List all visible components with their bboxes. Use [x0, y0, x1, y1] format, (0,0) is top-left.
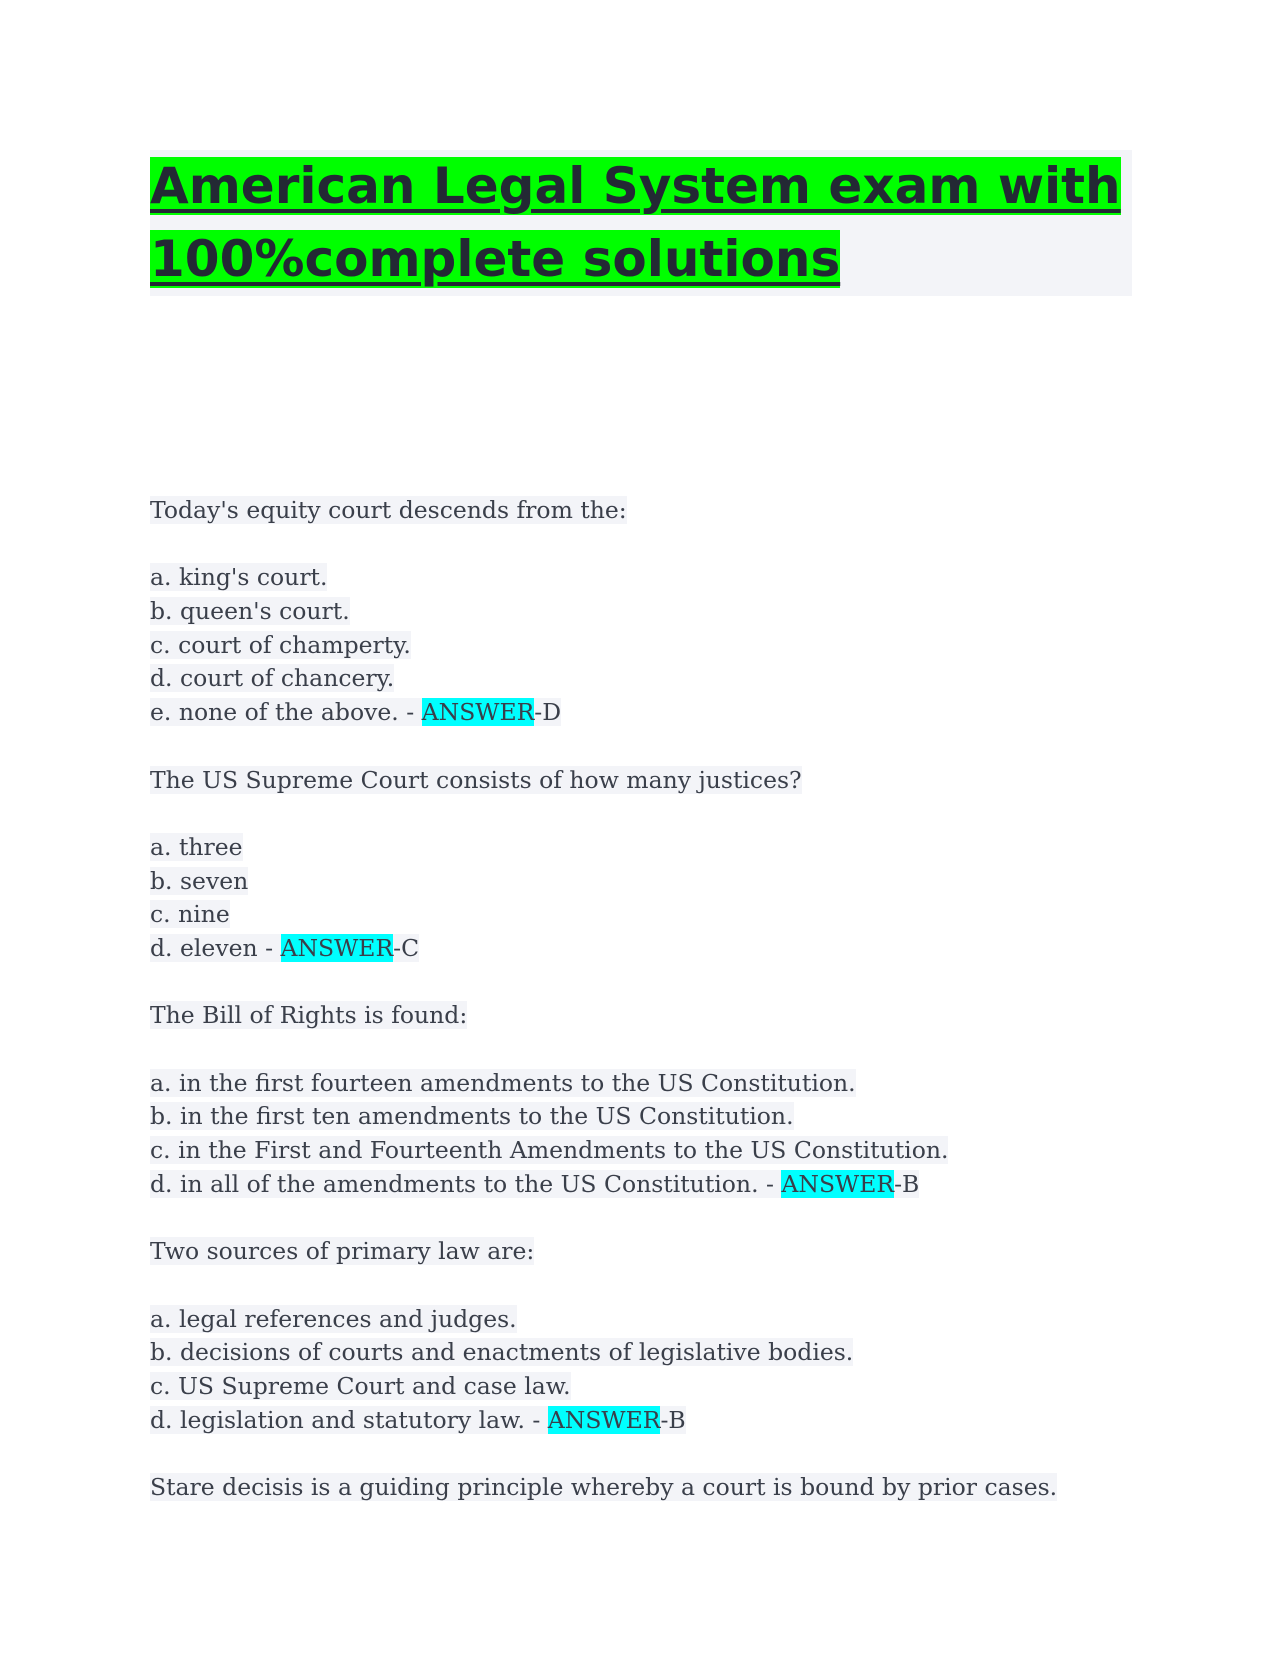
title-line-1: American Legal System exam with [150, 157, 1121, 215]
document-title [150, 150, 1132, 296]
answer-option: e. none of the above. - [150, 698, 422, 727]
answer-option: b. in the first ten amendments to the US Constitution. [150, 1102, 794, 1131]
answer-option: c. in the First and Fourteenth Amendments to the US Constitution. [150, 1136, 949, 1165]
question-prompt: Today's equity court descends from the: [150, 496, 627, 524]
question-prompt: The US Supreme Court consists of how many justices? [150, 765, 802, 794]
question-prompt: The Bill of Rights is found: [150, 1001, 468, 1030]
answer-option: b. queen's court. [150, 597, 350, 626]
question-block [150, 999, 1150, 1235]
answer-option: d. eleven - [150, 933, 281, 962]
answer-label: ANSWER [280, 933, 394, 962]
answer-option: a. three [150, 832, 243, 861]
answer-option: d. court of chancery. [150, 664, 395, 693]
answer-option: a. king's court. [150, 563, 328, 592]
question-list [150, 494, 1150, 1505]
answer-option: c. court of champerty. [150, 630, 411, 659]
answer-value: -D [534, 698, 562, 727]
answer-option: c. US Supreme Court and case law. [150, 1371, 571, 1400]
answer-value: -B [660, 1405, 686, 1434]
answer-value: -C [393, 933, 420, 962]
answer-option: a. legal references and judges. [150, 1304, 517, 1333]
answer-option: d. in all of the amendments to the US Constitution. - [150, 1169, 782, 1198]
answer-option: d. legislation and statutory law. - [150, 1405, 548, 1434]
question-block [150, 494, 1150, 764]
question-block [150, 764, 1150, 1000]
trailing-statement: Stare decisis is a guiding principle whereby a court is bound by prior cases. [150, 1472, 1058, 1501]
answer-label: ANSWER [421, 698, 535, 727]
answer-option: b. seven [150, 866, 249, 895]
answer-value: -B [894, 1169, 920, 1198]
answer-label: ANSWER [781, 1169, 895, 1198]
title-line-2: 100%complete solutions [150, 230, 841, 288]
answer-option: a. in the first fourteen amendments to the US Constitution. [150, 1068, 856, 1097]
question-block [150, 1235, 1150, 1471]
answer-label: ANSWER [547, 1405, 661, 1434]
answer-option: b. decisions of courts and enactments of legislative bodies. [150, 1338, 854, 1367]
answer-option: c. nine [150, 900, 230, 929]
question-prompt: Two sources of primary law are: [150, 1237, 535, 1266]
